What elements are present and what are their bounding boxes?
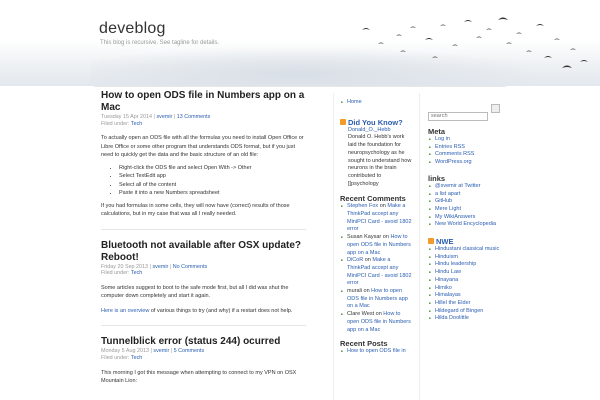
overview-link[interactable]: an overview <box>119 307 150 314</box>
birds-illustration <box>300 0 600 86</box>
post-meta: Monday 5 Aug 2013 | svemir | 5 Comments <box>101 348 205 355</box>
list-item <box>428 206 500 214</box>
widget-title: Meta <box>428 127 446 136</box>
filed-label: Filed under: <box>101 270 130 277</box>
post-title[interactable]: How to open ODS file in Numbers app on a Mac <box>101 90 305 113</box>
did-you-know-link[interactable]: Donald_O._Hebb <box>348 126 391 133</box>
comment-post-link[interactable]: Make a ThinkPad accept any MiniPCI Card - avoid 1802 error <box>347 203 412 233</box>
recent-comments-list <box>340 203 412 334</box>
entries-rss-link[interactable]: Entries RSS <box>435 143 465 150</box>
recent-posts-list <box>340 348 412 356</box>
widget-title: Recent Posts <box>340 339 388 349</box>
post-bullet-list <box>101 164 306 198</box>
post-paragraph: To actually open an ODS file with all the formulas you need to install Open Office or Libre Office or some other program that understands ODS format, but if you just need to quickly get the data and the basic structure of an old file: <box>101 135 304 159</box>
post-author[interactable]: svemir <box>153 348 170 355</box>
links-widget <box>428 174 500 229</box>
post-title[interactable]: Bluetooth not available after OSX update? Reboot! <box>101 239 302 263</box>
comment-on: on <box>361 288 372 295</box>
post-meta: Tuesday 15 Apr 2014 | svemir | 13 Comments <box>101 114 211 120</box>
text-span: of various things to try (and why) if a restart does not help. <box>149 307 293 314</box>
post-divider <box>101 325 306 326</box>
links-list <box>428 183 500 229</box>
list-item <box>340 288 412 311</box>
did-you-know-title[interactable]: Did You Know? <box>348 117 403 127</box>
filed-label: Filed under: <box>101 120 130 127</box>
pages-list <box>340 99 412 107</box>
comment-on: on <box>378 203 388 210</box>
wordpress-link[interactable]: WordPress.org <box>435 159 472 166</box>
list-item <box>428 246 500 254</box>
list-item <box>340 348 412 356</box>
post-paragraph: This morning I got this message when attempting to connect to my VPN on OSX Mountain Lion: <box>101 369 297 385</box>
list-item <box>428 285 500 293</box>
recent-comments-widget <box>340 194 412 334</box>
widget-title <box>428 237 500 246</box>
list-item <box>428 191 500 199</box>
search-input[interactable] <box>428 112 488 121</box>
list-item <box>340 257 412 288</box>
list-item <box>340 234 412 257</box>
list-item: • Right-click the ODS file and select Open With -> Other <box>119 164 306 173</box>
list-item <box>428 308 500 316</box>
nwe-link[interactable]: Hindu Law <box>435 269 461 276</box>
list-item <box>428 269 500 277</box>
widget-title <box>340 118 412 127</box>
list-item <box>428 292 500 300</box>
list-item <box>340 99 412 107</box>
comment-on: on <box>381 234 391 241</box>
column-divider <box>333 93 334 400</box>
post-meta: Friday 20 Sep 2013 | svemir | No Comments <box>101 263 208 270</box>
did-you-know-widget <box>340 118 412 189</box>
list-item <box>428 315 500 323</box>
list-item <box>428 221 500 229</box>
post-comments-link[interactable]: No Comments <box>172 263 208 270</box>
middle-sidebar <box>340 99 412 356</box>
search-form <box>428 104 500 114</box>
nwe-link[interactable]: Hindu leadership <box>435 261 477 268</box>
post-author[interactable]: svemir <box>156 114 173 120</box>
post-comments-link[interactable]: 5 Comments <box>173 348 205 355</box>
comment-post-link[interactable]: How to open ODS file in Numbers app on a Mac <box>347 288 408 310</box>
list-item <box>428 300 500 308</box>
rss-icon[interactable] <box>340 119 346 125</box>
post-date: Tuesday 15 Apr 2014 <box>101 114 153 120</box>
blogroll-link[interactable]: Mere Light <box>435 205 461 212</box>
post-paragraph: If you had formulas in some cells, they will now have (correct) results of those calculations, but in my case that was all I really needed. <box>101 202 290 218</box>
widget-title: Recent Comments <box>340 194 406 204</box>
recent-posts-widget <box>340 339 412 356</box>
site-tagline: This blog is recursive. See tagline for details. <box>100 40 220 46</box>
header-divider <box>94 86 506 87</box>
list-item <box>428 151 500 159</box>
post-date: Friday 20 Sep 2013 <box>101 263 149 270</box>
post-title[interactable]: Tunnelblick error (status 244) ocurred <box>101 336 281 348</box>
post-category <box>101 270 306 277</box>
column-divider <box>419 93 420 400</box>
category-link[interactable]: Tech <box>130 354 143 361</box>
blogroll-link[interactable]: a list apart <box>435 190 461 197</box>
comment-on: on <box>363 257 373 264</box>
post-category <box>101 121 306 128</box>
post-comments-link[interactable]: 13 Comments <box>176 114 211 120</box>
comment-author: Susan Kaysar <box>347 234 382 241</box>
filed-label: Filed under: <box>101 354 130 361</box>
list-item <box>340 203 412 234</box>
nwe-list <box>428 246 500 323</box>
nwe-title[interactable]: NWE <box>436 237 454 247</box>
list-item <box>428 277 500 285</box>
category-link[interactable]: Tech <box>130 120 143 127</box>
meta-widget <box>428 127 500 167</box>
nwe-link[interactable]: Hinduism <box>435 253 458 260</box>
comment-author[interactable]: Stephen Fox <box>347 203 379 210</box>
main-content <box>101 90 306 386</box>
list-item <box>428 214 500 222</box>
nwe-link[interactable]: Himalayas <box>435 292 461 299</box>
post <box>101 240 306 316</box>
nwe-link[interactable]: Himiko <box>435 284 452 291</box>
nwe-link[interactable]: Hildegard of Bingen <box>435 307 484 314</box>
rss-icon[interactable] <box>428 238 434 244</box>
list-item <box>428 136 500 144</box>
search-button[interactable] <box>491 104 500 113</box>
inline-link[interactable]: Here is <box>101 307 120 314</box>
post-paragraph <box>101 307 306 316</box>
list-item: • Select all of the content <box>119 181 306 190</box>
comment-post-link[interactable]: Make a ThinkPad accept any MiniPCI Card - avoid 1802 error <box>347 257 412 287</box>
list-item <box>428 254 500 262</box>
did-you-know-text: Donald O. Hebb's work laid the foundation for neuropsychology as he sought to understand how neurons in the brain contributed to [[psychology <box>348 134 412 187</box>
list-item <box>428 198 500 206</box>
comment-author: murali <box>347 288 362 295</box>
comment-post-link[interactable]: How to open ODS file in Numbers app on a Mac <box>347 234 411 256</box>
home-link[interactable]: Home <box>347 99 362 105</box>
meta-list <box>428 136 500 167</box>
blogroll-link[interactable]: My WikiAnswers <box>435 213 476 220</box>
nwe-link[interactable]: Hilda Doolittle <box>435 315 469 322</box>
login-link[interactable]: Log in <box>435 136 450 142</box>
list-item <box>428 183 500 191</box>
comment-author[interactable]: DiCoR <box>347 257 364 264</box>
site-title[interactable]: deveblog <box>99 20 166 37</box>
nwe-link[interactable]: Hillel the Elder <box>435 299 471 306</box>
did-you-know-content <box>340 127 412 189</box>
right-sidebar <box>428 104 500 323</box>
post <box>101 90 306 219</box>
post-category <box>101 355 306 362</box>
comment-on: on <box>374 311 384 318</box>
nwe-widget <box>428 237 500 323</box>
post <box>101 336 306 385</box>
blogroll-link[interactable]: New World Encyclopedia <box>435 221 497 228</box>
post-date: Monday 5 Aug 2013 <box>101 348 149 355</box>
post-author[interactable]: svemir <box>152 263 169 270</box>
list-item <box>428 261 500 269</box>
list-item <box>340 311 412 334</box>
comment-author: Clare West <box>347 311 375 318</box>
widget-title: links <box>428 173 446 183</box>
comments-rss-link[interactable]: Comments RSS <box>435 151 475 158</box>
nwe-link[interactable]: Hindustani classical music <box>435 246 500 253</box>
category-link[interactable]: Tech <box>130 270 143 277</box>
list-item <box>428 144 500 152</box>
list-item: • Paste it into a new Numbers spreadsheet <box>119 189 306 198</box>
post-divider <box>101 229 306 230</box>
blogroll-link[interactable]: GitHub <box>435 198 453 205</box>
recent-post-link[interactable]: How to open ODS file in <box>347 348 406 355</box>
list-item <box>428 159 500 167</box>
nwe-link[interactable]: Hinayana <box>435 276 459 283</box>
site-header <box>0 0 600 86</box>
blogroll-link[interactable]: @svemir at Twitter <box>435 182 481 189</box>
comment-post-link[interactable]: How to open ODS file in Numbers app on a Mac <box>347 311 411 333</box>
list-item: • Select TextEdit app <box>119 172 306 181</box>
post-paragraph: Some articles suggest to boot to the safe mode first, but all I did was shut the computer down completely and start it again. <box>101 284 289 300</box>
